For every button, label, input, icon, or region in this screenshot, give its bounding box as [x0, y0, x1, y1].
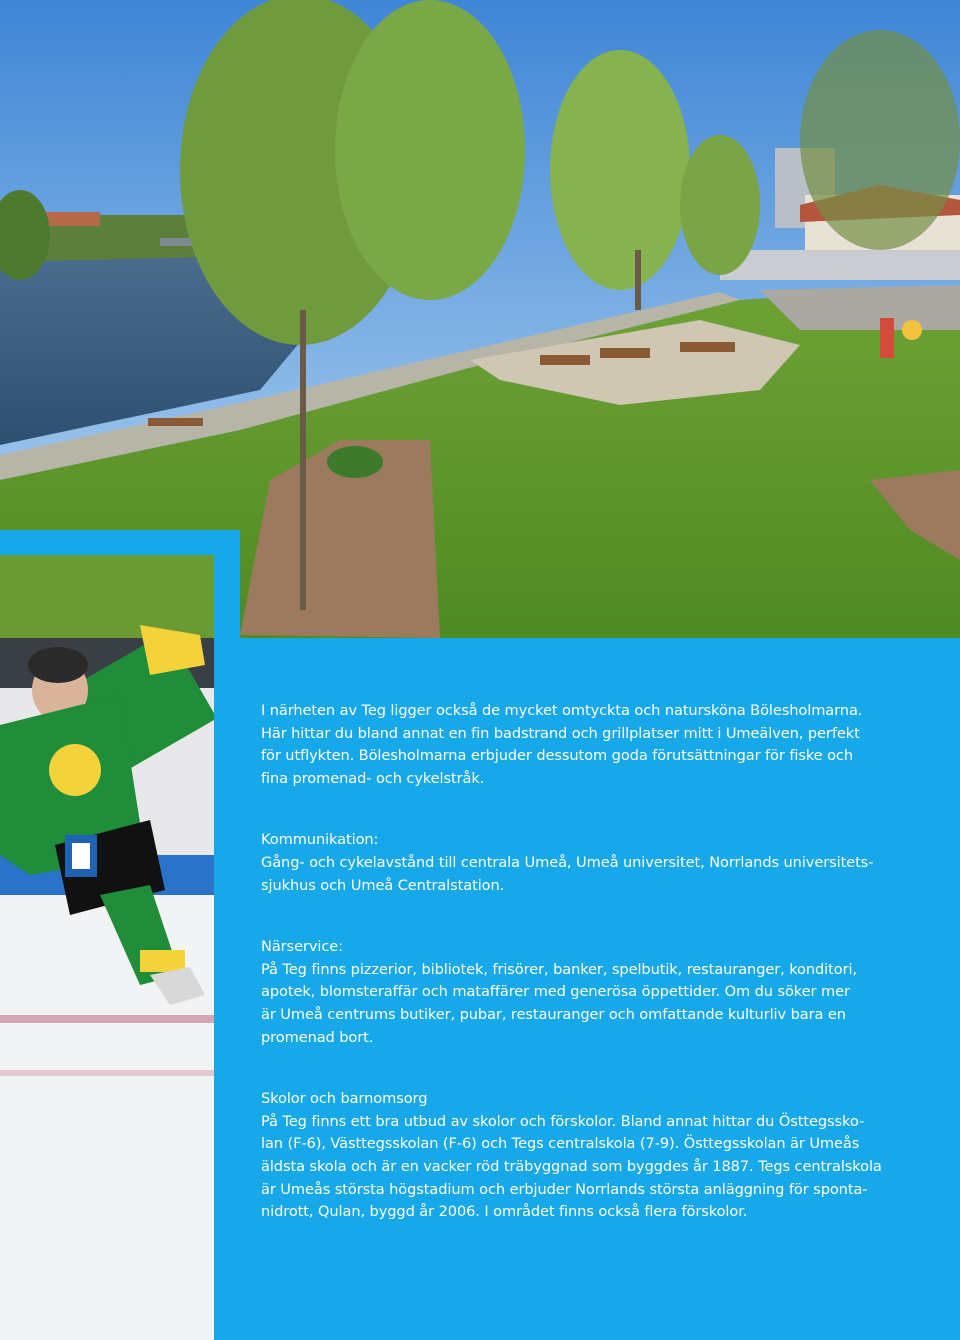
intro-paragraph: I närheten av Teg ligger också de mycket omtyckta och natursköna Bölesholmarna. Här hittar du bland annat en fin badstrand och grillplatser mitt i Umeälven, perfekt för utflykten. Bölesholmarna erbjuder dessutom goda förutsättningar för fiske och fina promenad- och cykelstråk.: [261, 702, 863, 787]
section-heading: Skolor och barnomsorg: [261, 1090, 428, 1108]
section-heading: Närservice:: [261, 938, 343, 956]
section-body: På Teg finns pizzerior, bibliotek, frisörer, banker, spelbutik, restauranger, konditori, apotek, blomsteraffär och mataffärer med generösa öppettider. Om du söker mer är Umeå centrums butiker, pubar, restauranger och omfattande kulturliv bara en promenad bort.: [261, 960, 857, 1046]
section-skolor: [261, 1088, 901, 1224]
section-kommunikation: [261, 829, 901, 897]
section-narservice: [261, 936, 901, 1049]
section-heading: Kommunikation:: [261, 831, 379, 849]
section-body: På Teg finns ett bra utbud av skolor och förskolor. Bland annat hittar du Östtegssko- lan (F-6), Västtegsskolan (F-6) och Tegs centralskola (7-9). Östtegsskolan är Umeås äldsta skola och är en vacker röd träbyggnad som byggdes år 1887. Tegs centralskola är Umeås största högstadium och erbjuder Norrlands största anläggning för sponta- nidrott, Qulan, byggd år 2006. I området finns också flera förskolor.: [261, 1112, 882, 1221]
hockey-player-photo: [0, 555, 214, 1340]
section-body: Gång- och cykelavstånd till centrala Umeå, Umeå universitet, Norrlands universitets- sjukhus och Umeå Centralstation.: [261, 853, 874, 894]
article-text: [261, 700, 901, 1224]
